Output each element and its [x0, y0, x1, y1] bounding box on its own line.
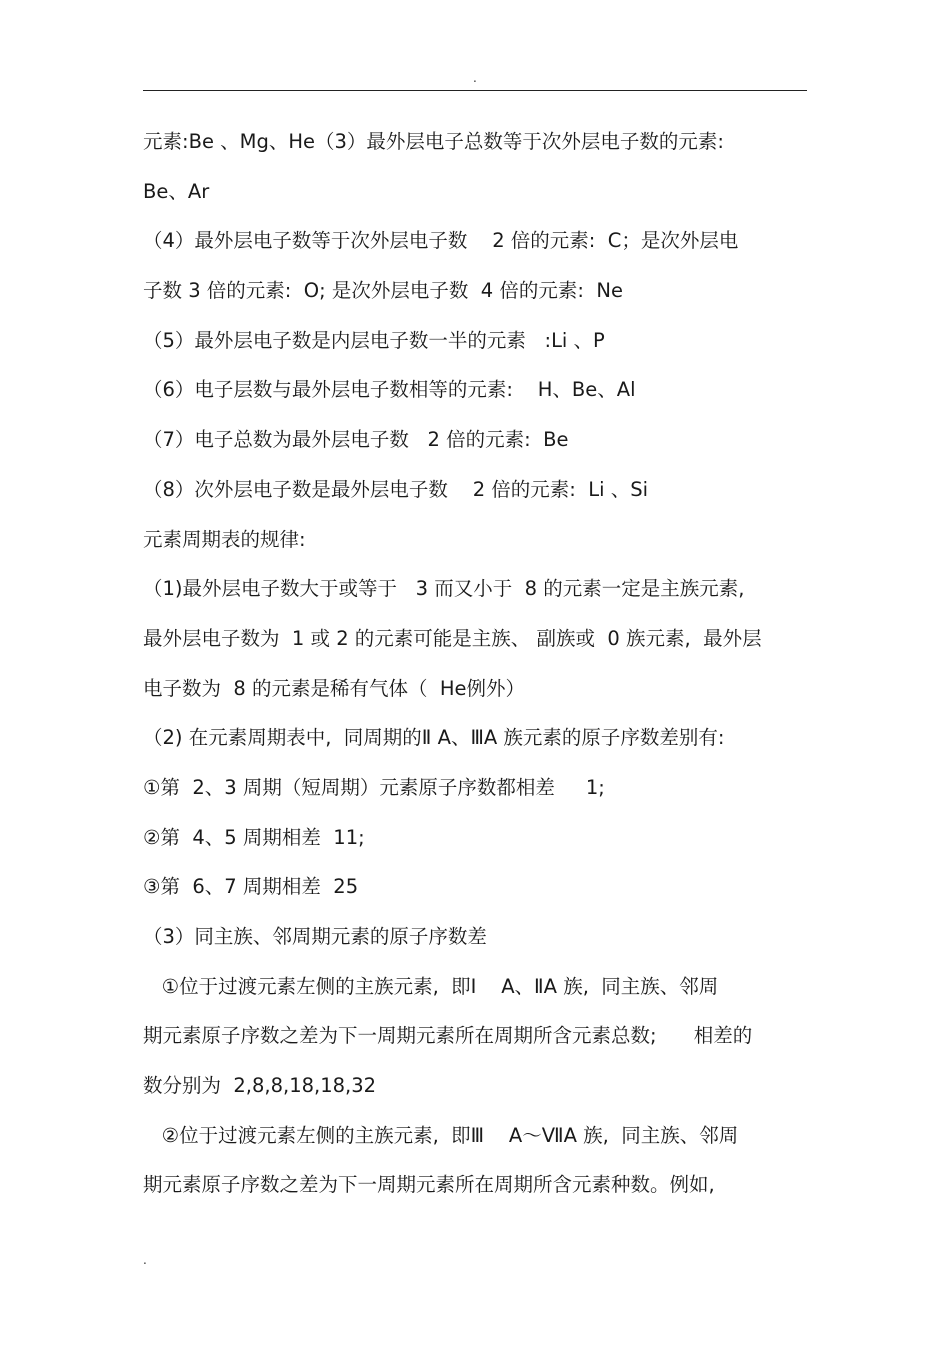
text-line: 期元素原子序数之差为下一周期元素所在周期所含元素总数; 相差的: [143, 1024, 753, 1048]
text-line: （6）电子层数与最外层电子数相等的元素: H、Be、Al: [143, 378, 636, 402]
header-rule: [143, 90, 807, 91]
text-line: （7）电子总数为最外层电子数 2 倍的元素: Be: [143, 428, 569, 452]
text-line: （1)最外层电子数大于或等于 3 而又小于 8 的元素一定是主族元素,: [143, 577, 745, 601]
section-heading: 元素周期表的规律:: [143, 527, 306, 551]
text-line: 最外层电子数为 1 或 2 的元素可能是主族、 副族或 0 族元素, 最外层: [143, 626, 762, 650]
text-line: （8）次外层电子数是最外层电子数 2 倍的元素: Li 、Si: [143, 477, 649, 501]
text-line: （4）最外层电子数等于次外层电子数 2 倍的元素: C；是次外层电: [143, 229, 739, 253]
text-line: ①位于过渡元素左侧的主族元素, 即Ⅰ A、ⅡA 族, 同主族、邻周: [143, 974, 719, 998]
text-line: ①第 2、3 周期（短周期）元素原子序数都相差 1;: [143, 775, 605, 799]
text-line: 元素:Be 、Mg、He（3）最外层电子总数等于次外层电子数的元素:: [143, 130, 724, 153]
document-body: [143, 117, 807, 1210]
text-line: ②第 4、5 周期相差 11;: [143, 825, 365, 849]
text-line: 期元素原子序数之差为下一周期元素所在周期所含元素种数。例如,: [143, 1173, 715, 1197]
text-line: 子数 3 倍的元素: O; 是次外层电子数 4 倍的元素: Ne: [143, 279, 623, 303]
text-line: Be、Ar: [143, 179, 210, 203]
text-line: （5）最外层电子数是内层电子数一半的元素 :Li 、P: [143, 328, 605, 352]
text-line: 数分别为 2,8,8,18,18,32: [143, 1074, 377, 1098]
footer-mark: .: [143, 1253, 147, 1267]
header-mark: .: [473, 71, 477, 85]
text-line: （3）同主族、邻周期元素的原子序数差: [143, 925, 487, 948]
text-line: （2) 在元素周期表中, 同周期的Ⅱ A、ⅢA 族元素的原子序数差别有:: [143, 726, 725, 750]
text-line: ②位于过渡元素左侧的主族元素, 即Ⅲ A～ⅦA 族, 同主族、邻周: [143, 1123, 739, 1147]
text-line: 电子数为 8 的元素是稀有气体（ He例外）: [143, 676, 526, 700]
text-line: ③第 6、7 周期相差 25: [143, 875, 359, 899]
